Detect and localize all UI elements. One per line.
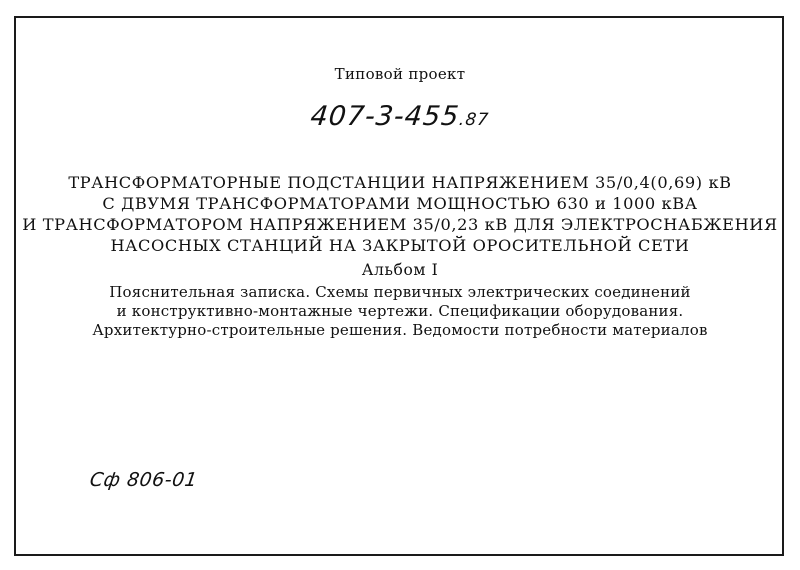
title-line: НАСОСНЫХ СТАНЦИЙ НА ЗАКРЫТОЙ ОРОСИТЕЛЬНОЙ СЕТИ bbox=[110, 236, 690, 255]
title-line: ТРАНСФОРМАТОРНЫЕ ПОДСТАНЦИИ НАПРЯЖЕНИЕМ 35/0,4(0,69) кВ bbox=[68, 173, 732, 192]
title-line: С ДВУМЯ ТРАНСФОРМАТОРАМИ МОЩНОСТЬЮ 630 и 1000 кВА bbox=[102, 194, 698, 213]
title-line: И ТРАНСФОРМАТОРОМ НАПРЯЖЕНИЕМ 35/0,23 кВ ДЛЯ ЭЛЕКТРОСНАБЖЕНИЯ bbox=[22, 215, 778, 234]
contents-line: и конструктивно-монтажные чертежи. Спецификации оборудования. bbox=[116, 302, 684, 320]
archive-code-mark: Сф 806-01 bbox=[88, 469, 199, 491]
contents-line: Архитектурно-строительные решения. Ведомости потребности материалов bbox=[92, 321, 708, 339]
project-number-main: 407-3-455 bbox=[308, 101, 461, 132]
album-contents bbox=[0, 283, 800, 340]
project-number bbox=[0, 101, 800, 132]
contents-line: Пояснительная записка. Схемы первичных электрических соединений bbox=[109, 283, 691, 301]
album-label: Альбом I bbox=[361, 261, 439, 279]
project-year-suffix: .87 bbox=[457, 110, 491, 130]
project-type-label: Типовой проект bbox=[334, 65, 466, 83]
project-title bbox=[0, 172, 800, 256]
